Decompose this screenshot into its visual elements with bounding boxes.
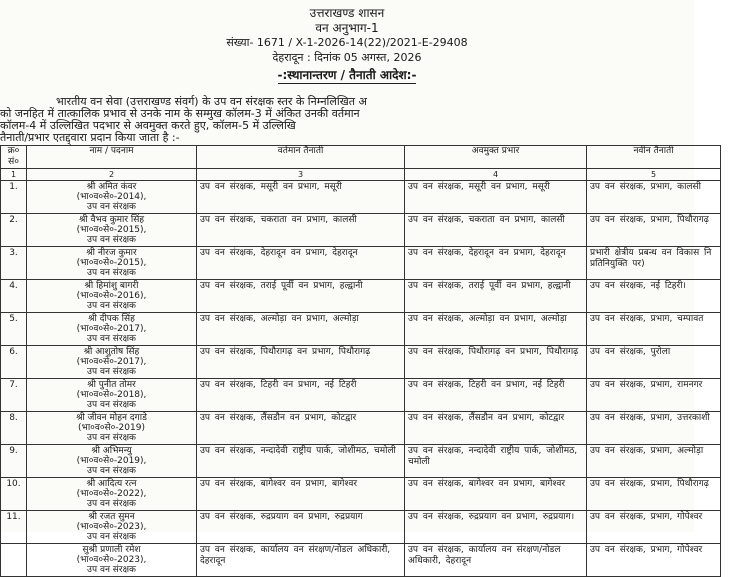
- current-posting: उप वन संरक्षक, बागेश्वर वन प्रभाग, बागेश्वर: [197, 478, 405, 511]
- officer-designation: उप वन संरक्षक: [87, 334, 136, 344]
- serial-number: 8.: [1, 412, 27, 445]
- table-row: [1, 445, 721, 478]
- current-posting: उप वन संरक्षक, मसूरी वन प्रभाग, मसूरी: [197, 181, 405, 214]
- officer-cell: [27, 280, 197, 313]
- officer-designation: उप वन संरक्षक: [87, 268, 136, 278]
- government-heading: उत्तराखण्ड शासन: [309, 6, 385, 20]
- officer-designation: उप वन संरक्षक: [87, 466, 136, 476]
- officer-batch: (भा०व०से०-2018),: [76, 390, 147, 400]
- officer-batch: (भा०व०से०-2023),: [76, 555, 147, 565]
- current-posting: उप वन संरक्षक, नन्दादेवी राष्ट्रीय पार्क, जोशीमठ, चमोली: [197, 445, 405, 478]
- new-posting: उप वन संरक्षक, प्रभाग, गोपेश्वर: [587, 544, 721, 577]
- table-row: [1, 214, 721, 247]
- officer-name: श्री वैभव कुमार सिंह: [78, 215, 145, 225]
- current-posting: उप वन संरक्षक, अल्मोड़ा वन प्रभाग, अल्मोड़ा: [197, 313, 405, 346]
- new-posting: उप वन संरक्षक, प्रभाग, रामनगर: [587, 379, 721, 412]
- officer-designation: उप वन संरक्षक: [87, 499, 136, 509]
- table-row: [1, 346, 721, 379]
- relieved-charge: उप वन संरक्षक, मसूरी वन प्रभाग, मसूरी: [405, 181, 587, 214]
- serial-number: 10.: [1, 478, 27, 511]
- officer-cell: [27, 181, 197, 214]
- table-row: [1, 511, 721, 544]
- officer-batch: (भा०व०से०-2023),: [76, 522, 147, 532]
- new-posting: उप वन संरक्षक, पुरोला: [587, 346, 721, 379]
- table-row: [1, 313, 721, 346]
- current-posting: उप वन संरक्षक, कार्यालय वन संरक्षण/नोडल अधिकारी, देहरादून: [197, 544, 405, 577]
- officer-batch: (भा०व०से०-2015),: [76, 258, 147, 268]
- officer-name: श्री अमित कंवर: [86, 182, 137, 192]
- intro-line-3: कॉलम-4 में उल्लिखित पदभार से अवमुक्त करते हुए, कॉलम-5 में उल्लिखि: [0, 119, 296, 132]
- officer-cell: [27, 313, 197, 346]
- new-posting: उप वन संरक्षक, प्रभाग, उत्तरकाशी: [587, 412, 721, 445]
- current-posting: उप वन संरक्षक, रुद्रप्रयाग वन प्रभाग, रुद्रप्रयाग: [197, 511, 405, 544]
- order-number: संख्या- 1671 / X-1-2026-14(22)/2021-E-29408: [226, 36, 468, 49]
- new-posting: प्रभारी क्षेत्रीय प्रबन्ध वन विकास नि प्रतिनियुक्ति पर): [587, 247, 721, 280]
- col-number: 3: [197, 169, 405, 181]
- officer-batch: (भा०व०से०-2015),: [76, 225, 147, 235]
- table-row: [1, 544, 721, 577]
- officer-name: श्री जीवन मोहन दगाडे: [76, 413, 147, 423]
- table-row: [1, 181, 721, 214]
- order-title-text: -:स्थानान्तरण / तैनाती आदेश:-: [277, 68, 417, 82]
- officer-batch: (भा०व०से०-2014),: [76, 192, 147, 202]
- officer-designation: उप वन संरक्षक: [87, 235, 136, 245]
- current-posting: उप वन संरक्षक, पिथौरागढ़ वन प्रभाग, पिथौरागढ़: [197, 346, 405, 379]
- current-posting: उप वन संरक्षक, देहरादून वन प्रभाग, देहरादून: [197, 247, 405, 280]
- officer-batch: (भा०व०से०-2019),: [76, 456, 147, 466]
- officer-name: श्री हिमांशु बागरी: [84, 281, 139, 291]
- serial-number: [1, 544, 27, 577]
- new-posting: उप वन संरक्षक, प्रभाग, कालसी: [587, 181, 721, 214]
- officer-name: श्री पुनीत तोमर: [87, 380, 136, 390]
- order-date: देहरादून : दिनांक 05 अगस्त, 2026: [272, 51, 422, 64]
- table-row: [1, 412, 721, 445]
- current-posting: उप वन संरक्षक, चकराता वन प्रभाग, कालसी: [197, 214, 405, 247]
- officer-name: श्री अभिमन्यु: [91, 446, 132, 456]
- relieved-charge: उप वन संरक्षक, अल्मोड़ा वन प्रभाग, अल्मोड़ा: [405, 313, 587, 346]
- new-posting: उप वन संरक्षक, प्रभाग, गोपेश्वर: [587, 511, 721, 544]
- relieved-charge: उप वन संरक्षक, कार्यालय वन संरक्षण/नोडल अधिकारी, देहरादून: [405, 544, 587, 577]
- officer-designation: उप वन संरक्षक: [87, 202, 136, 212]
- relieved-charge: उप वन संरक्षक, पिथौरागढ़ वन प्रभाग, पिथौरागढ़: [405, 346, 587, 379]
- new-posting: उप वन संरक्षक, प्रभाग, चम्पावत: [587, 313, 721, 346]
- current-posting: उप वन संरक्षक, टिहरी वन प्रभाग, नई टिहरी: [197, 379, 405, 412]
- serial-number: 11.: [1, 511, 27, 544]
- new-posting: उप वन संरक्षक, प्रभाग, अल्मोड़ा: [587, 445, 721, 478]
- officer-name: श्री रजत सुमन: [88, 512, 135, 522]
- officer-designation: उप वन संरक्षक: [87, 532, 136, 542]
- col-number: 2: [27, 169, 197, 181]
- header-relieved-charge: अवमुक्त प्रभार: [405, 146, 587, 169]
- relieved-charge: उप वन संरक्षक, लैंसडौन वन प्रभाग, कोटद्वार: [405, 412, 587, 445]
- officer-designation: उप वन संरक्षक: [87, 301, 136, 311]
- officer-batch: (भा०व०से०-2019): [78, 423, 145, 433]
- table-column-number-row: [1, 169, 721, 181]
- relieved-charge: उप वन संरक्षक, चकराता वन प्रभाग, कालसी: [405, 214, 587, 247]
- relieved-charge: उप वन संरक्षक, बागेश्वर वन प्रभाग, बागेश्वर: [405, 478, 587, 511]
- header-serial: क्र० सं०: [1, 146, 27, 169]
- header-new-posting: नवीन तैनाती: [587, 146, 721, 169]
- officer-cell: [27, 445, 197, 478]
- serial-number: 4.: [1, 280, 27, 313]
- officer-batch: (भा०व०से०-2016),: [76, 291, 147, 301]
- relieved-charge: उप वन संरक्षक, टिहरी वन प्रभाग, नई टिहरी: [405, 379, 587, 412]
- table-header-row: [1, 146, 721, 169]
- officer-cell: [27, 412, 197, 445]
- serial-number: 9.: [1, 445, 27, 478]
- officer-cell: [27, 379, 197, 412]
- col-number: 5: [587, 169, 721, 181]
- col-number: 4: [405, 169, 587, 181]
- officer-name: सुश्री प्रणाली रमेश: [82, 545, 141, 555]
- new-posting: उप वन संरक्षक, प्रभाग, पिथौरागढ़: [587, 478, 721, 511]
- order-title: [0, 68, 694, 82]
- table-row: [1, 280, 721, 313]
- header-name: नाम / पदनाम: [27, 146, 197, 169]
- table-row: [1, 478, 721, 511]
- officer-cell: [27, 511, 197, 544]
- current-posting: उप वन संरक्षक, लैंसडौन वन प्रभाग, कोटद्वार: [197, 412, 405, 445]
- officer-cell: [27, 214, 197, 247]
- relieved-charge: उप वन संरक्षक, तराई पूर्वी वन प्रभाग, हल्द्वानी: [405, 280, 587, 313]
- relieved-charge: उप वन संरक्षक, नन्दादेवी राष्ट्रीय पार्क, जोशीमठ, चमोली: [405, 445, 587, 478]
- current-posting: उप वन संरक्षक, तराई पूर्वी वन प्रभाग, हल्द्वानी: [197, 280, 405, 313]
- officer-batch: (भा०व०से०-2017),: [76, 324, 147, 334]
- serial-number: 1.: [1, 181, 27, 214]
- officer-cell: [27, 247, 197, 280]
- relieved-charge: उप वन संरक्षक, रुद्रप्रयाग वन प्रभाग, रुद्रप्रयाग।: [405, 511, 587, 544]
- officer-cell: [27, 346, 197, 379]
- section-heading: वन अनुभाग-1: [315, 21, 379, 35]
- officer-cell: [27, 478, 197, 511]
- header-current-posting: वर्तमान तैनाती: [197, 146, 405, 169]
- transfer-table: [0, 145, 721, 577]
- serial-number: 7.: [1, 379, 27, 412]
- officer-designation: उप वन संरक्षक: [87, 400, 136, 410]
- officer-cell: [27, 544, 197, 577]
- table-row: [1, 379, 721, 412]
- serial-number: 5.: [1, 313, 27, 346]
- intro-line-1: भारतीय वन सेवा (उत्तराखण्ड संवर्ग) के उप वन संरक्षक स्तर के निम्नलिखित अ: [56, 95, 367, 108]
- officer-designation: उप वन संरक्षक: [87, 367, 136, 377]
- officer-designation: उप वन संरक्षक: [87, 433, 136, 443]
- serial-number: 2.: [1, 214, 27, 247]
- relieved-charge: उप वन संरक्षक, देहरादून वन प्रभाग, देहरादून: [405, 247, 587, 280]
- new-posting: उप वन संरक्षक, प्रभाग, पिथौरागढ़: [587, 214, 721, 247]
- officer-name: श्री नीरज कुमार: [86, 248, 137, 258]
- officer-batch: (भा०व०से०-2017),: [76, 357, 147, 367]
- officer-name: श्री आदित्य रत्न: [86, 479, 137, 489]
- table-row: [1, 247, 721, 280]
- intro-line-4: तैनाती/प्रभार एतद्द्वारा प्रदान किया जाता है :-: [0, 131, 180, 144]
- officer-designation: उप वन संरक्षक: [87, 565, 136, 575]
- officer-name: श्री आशुतोष सिंह: [83, 347, 140, 357]
- new-posting: उप वन संरक्षक, नई टिहरी।: [587, 280, 721, 313]
- serial-number: 3.: [1, 247, 27, 280]
- intro-line-2: को जनहित में तात्कालिक प्रभाव से उनके नाम के सम्मुख कॉलम-3 में अंकित उनकी वर्तमान: [0, 107, 360, 120]
- officer-batch: (भा०व०से०-2022),: [76, 489, 147, 499]
- serial-number: 6.: [1, 346, 27, 379]
- col-number: 1: [1, 169, 27, 181]
- officer-name: श्री दीपक सिंह: [88, 314, 135, 324]
